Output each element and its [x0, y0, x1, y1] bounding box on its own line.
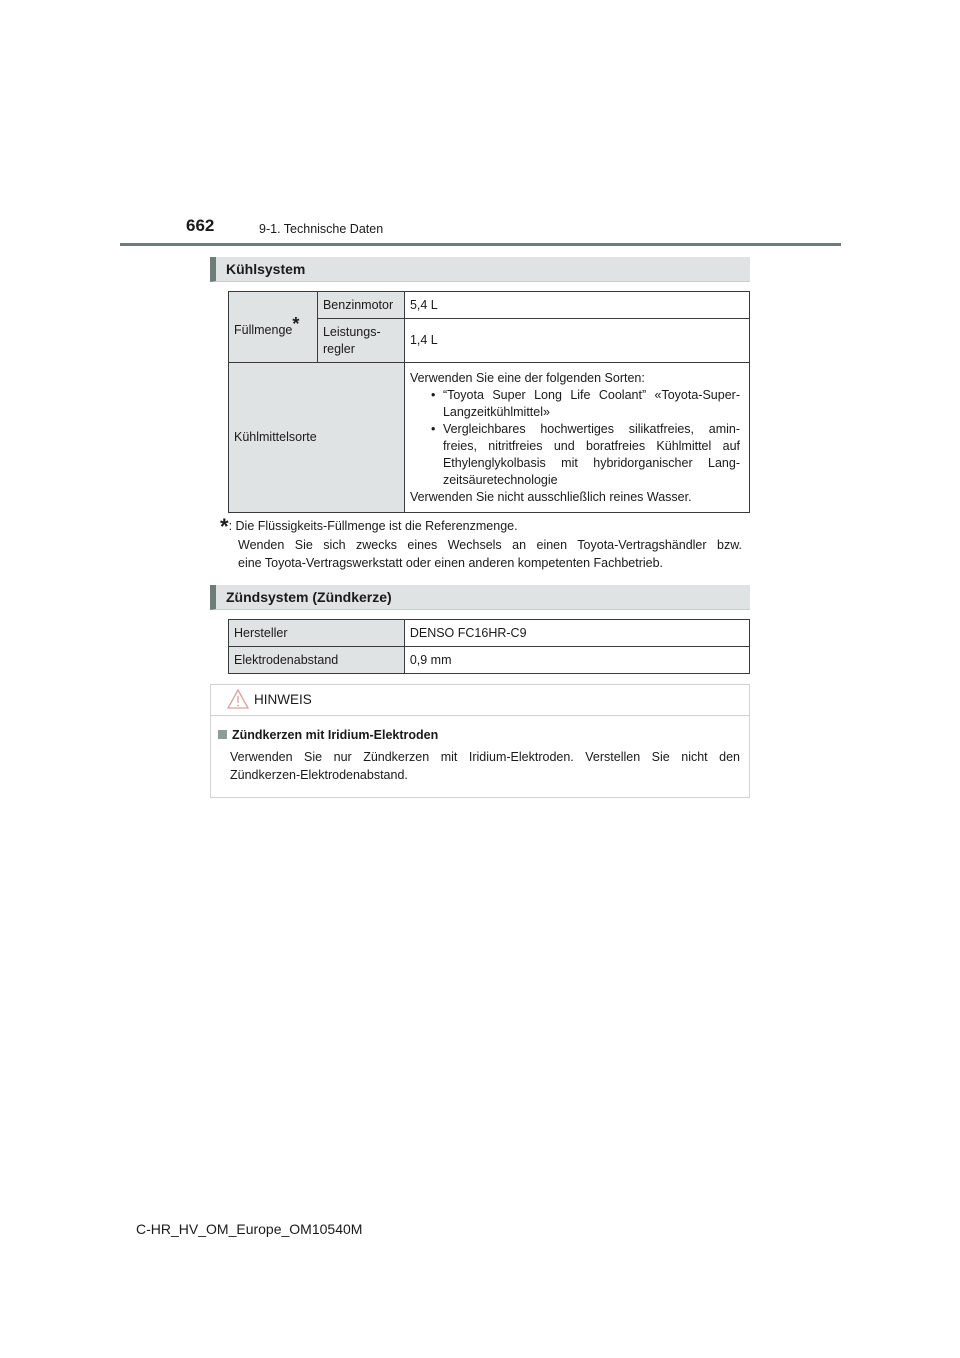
section-cooling-title: Kühlsystem	[226, 261, 306, 277]
fill-quantity-label: Füllmenge*	[229, 292, 318, 363]
footnote-star: *	[220, 514, 229, 539]
notice-item-text: Verwenden Sie nur Zündkerzen mit Iridium-Elektroden. Verstellen Sie nicht den Zündkerzen-Elektrodenabstand.	[230, 750, 740, 782]
fill-star: *	[292, 313, 300, 334]
petrol-engine-value: 5,4 L	[404, 292, 749, 319]
notice-item-title: Zündkerzen mit Iridium-Elektroden	[218, 728, 438, 742]
coolant-intro: Verwenden Sie eine der folgenden Sorten:	[409, 370, 645, 385]
manufacturer-label: Hersteller	[229, 620, 405, 647]
cooling-table	[228, 291, 750, 513]
square-bullet-icon	[218, 730, 227, 739]
bullet-icon: •	[430, 387, 436, 402]
coolant-list	[410, 387, 740, 489]
power-control-value: 1,4 L	[404, 319, 749, 363]
footnote-line2: Wenden Sie sich zwecks eines Wechsels an einen Toyota-Vertragshändler bzw.	[238, 538, 742, 552]
power-control-label: Leistungs- regler	[317, 319, 404, 363]
footnote	[220, 514, 742, 572]
ignition-table	[228, 619, 750, 674]
manufacturer-value: DENSO FC16HR-C9	[404, 620, 749, 647]
coolant-type-value	[404, 363, 749, 513]
bullet-icon: •	[430, 421, 436, 436]
footnote-line1: : Die Flüssigkeits-Füllmenge ist die Referenzmenge.	[228, 519, 518, 533]
electrode-gap-value: 0,9 mm	[404, 647, 749, 674]
electrode-gap-label: Elektrodenabstand	[229, 647, 405, 674]
coolant-outro: Verwenden Sie nicht ausschließlich reines Wasser.	[409, 489, 692, 504]
petrol-engine-label: Benzinmotor	[317, 292, 404, 319]
list-item: • Vergleichbares hochwertiges silikatfreies, amin-freies, nitritfreies und boratfreies Kühlmittel auf Ethylenglykolbasis mit hybridorganischer Lang-zeitsäuretechnologie	[430, 421, 740, 487]
notice-header	[211, 685, 749, 716]
section-ignition	[210, 585, 750, 610]
page-number: 662	[186, 216, 215, 235]
document-code: C-HR_HV_OM_Europe_OM10540M	[136, 1221, 363, 1237]
section-ignition-title: Zündsystem (Zündkerze)	[226, 589, 392, 605]
header-rule	[120, 243, 841, 246]
chapter-title: 9-1. Technische Daten	[259, 222, 384, 236]
footnote-line3: eine Toyota-Vertragswerkstatt oder einen anderen kompetenten Fachbetrieb.	[238, 556, 664, 570]
notice-title: HINWEIS	[254, 692, 312, 707]
section-cooling	[210, 257, 750, 282]
warning-triangle-icon	[227, 688, 249, 710]
notice-box	[210, 684, 750, 798]
list-item: • “Toyota Super Long Life Coolant” «Toyota-Super-Langzeitkühlmittel»	[430, 387, 740, 419]
coolant-type-label: Kühlmittelsorte	[229, 363, 405, 513]
